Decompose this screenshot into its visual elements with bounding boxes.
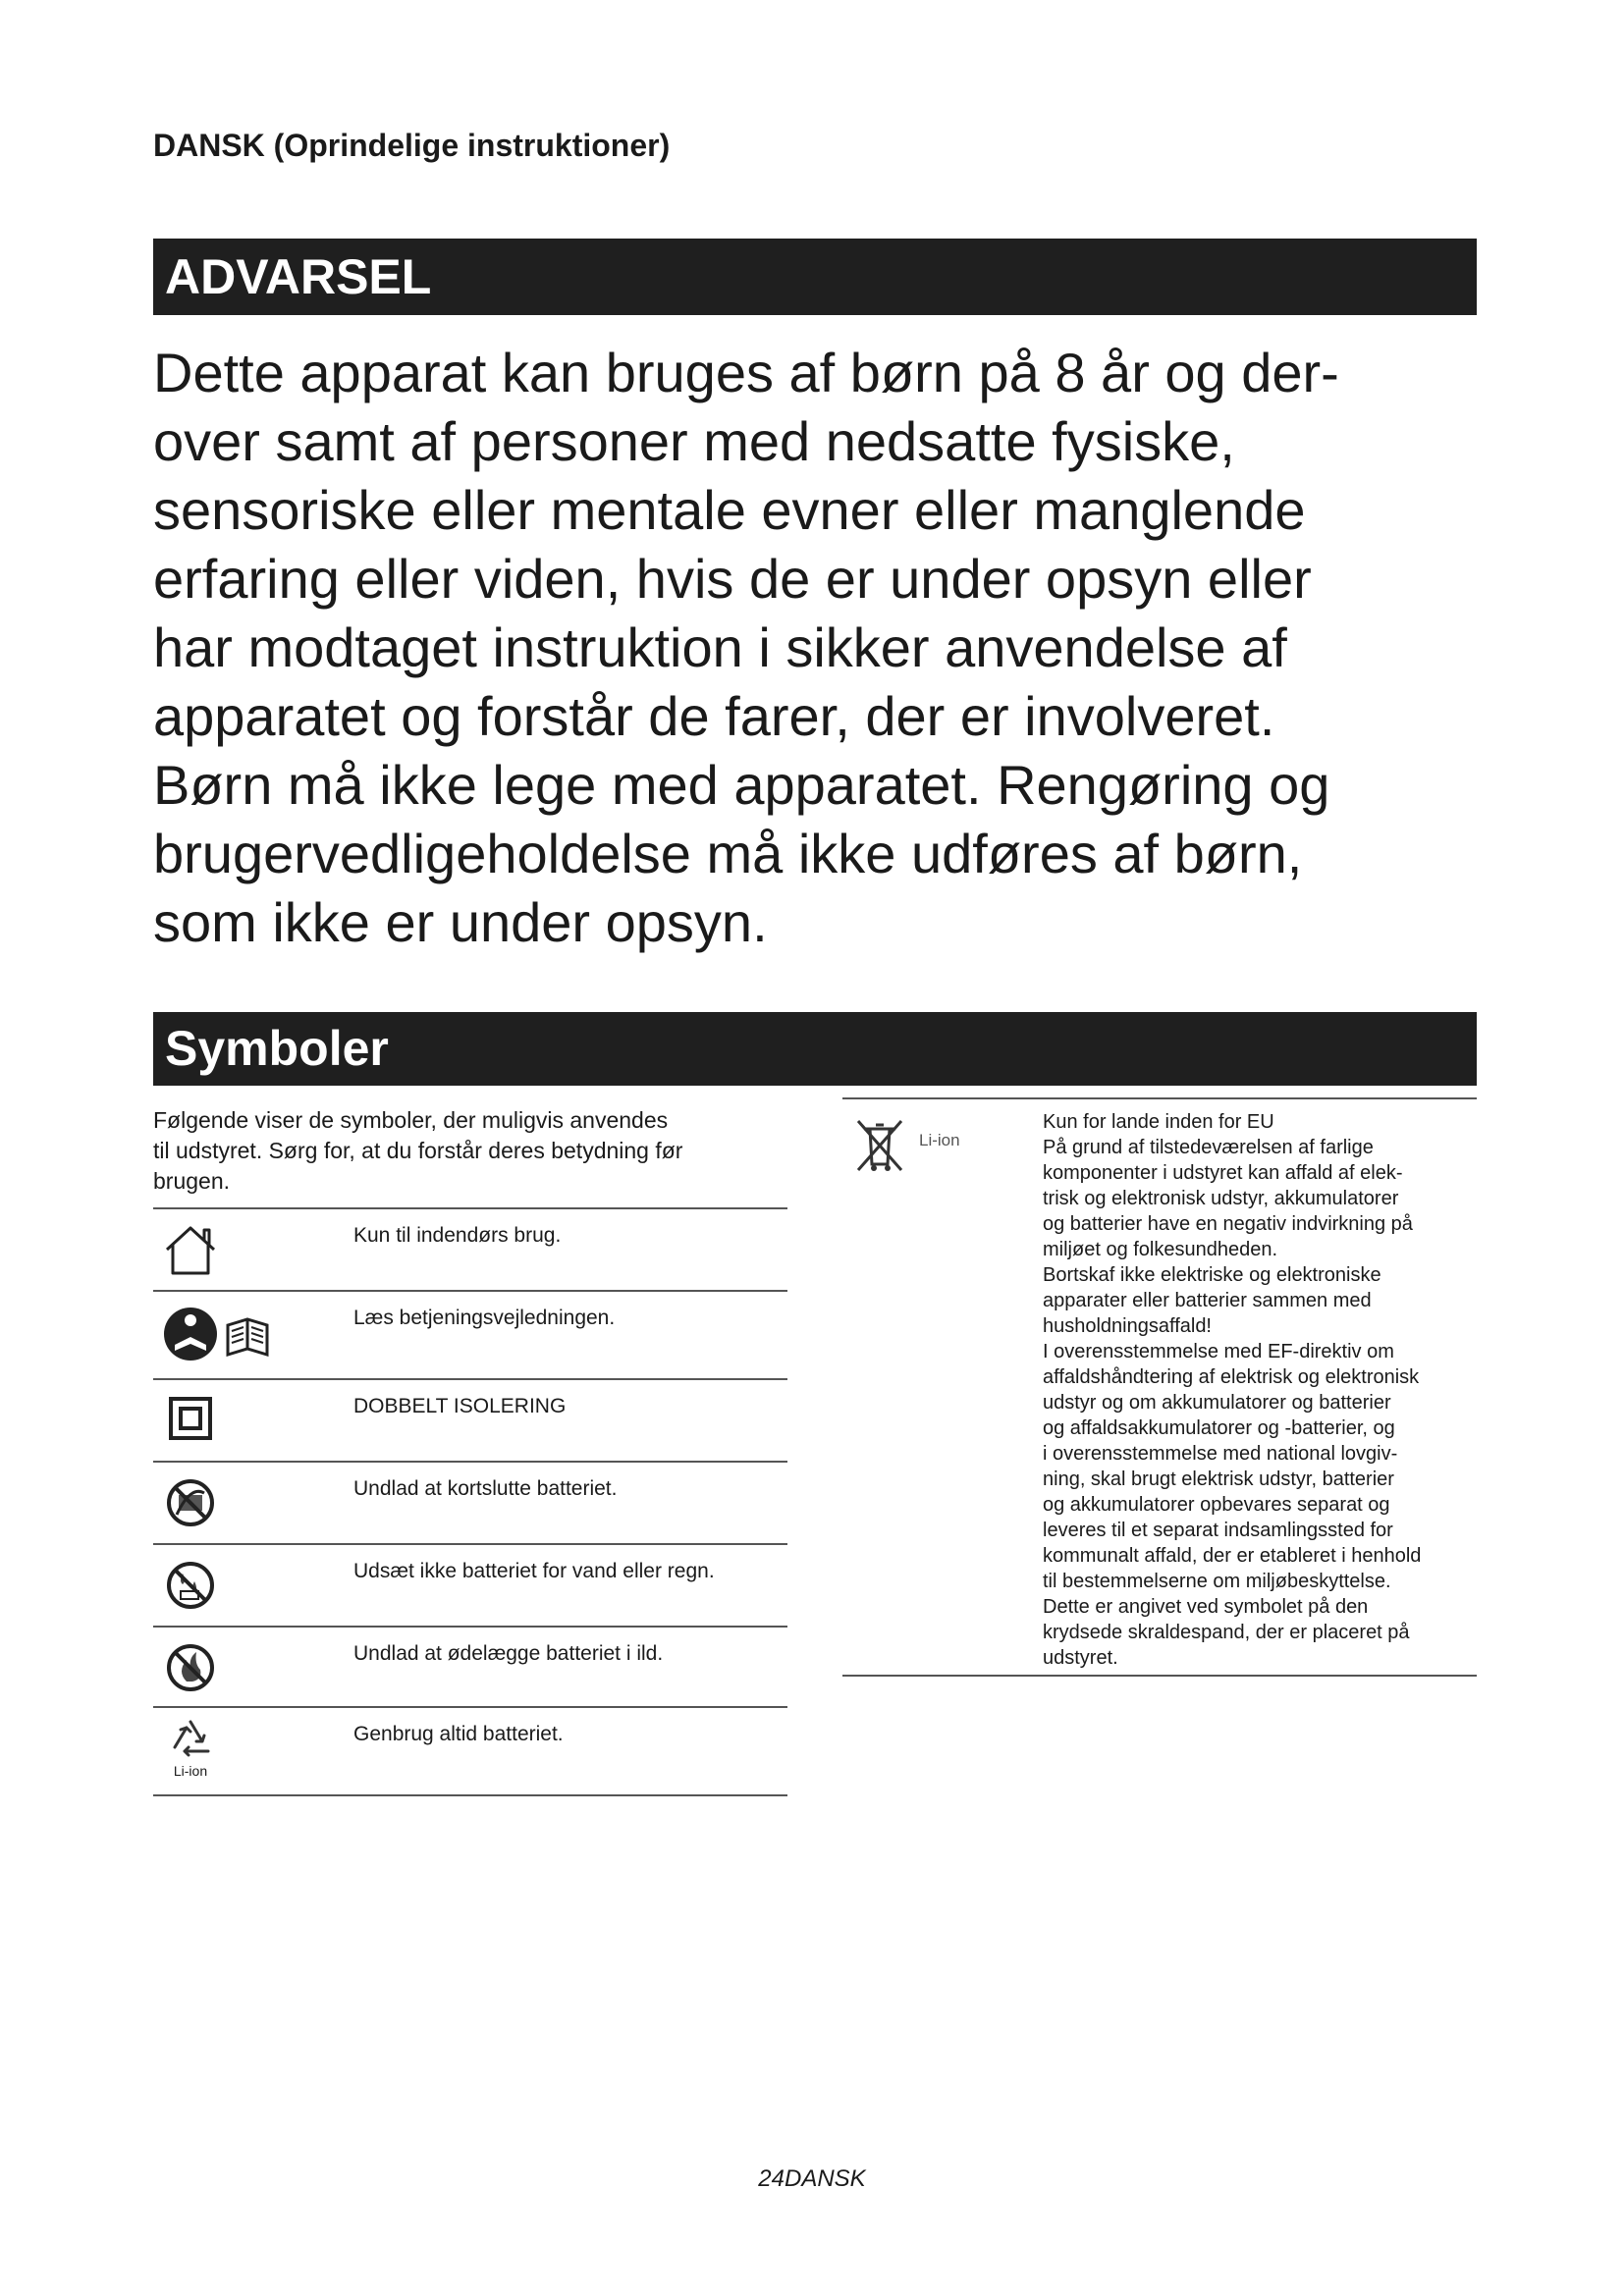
warning-line: Børn må ikke lege med apparatet. Rengøring og	[153, 754, 1330, 816]
weee-section	[842, 1097, 1477, 1677]
symbol-row	[153, 1209, 787, 1292]
warning-line: over samt af personer med nedsatte fysiske,	[153, 410, 1235, 472]
weee-line: ning, skal brugt elektrisk udstyr, batterier	[1043, 1468, 1394, 1490]
weee-line: udstyr og om akkumulatorer og batterier	[1043, 1392, 1391, 1414]
weee-line: apparater eller batterier sammen med	[1043, 1290, 1372, 1311]
symbol-description: Læs betjeningsvejledningen.	[353, 1307, 616, 1329]
symbol-row	[153, 1545, 787, 1628]
weee-line: trisk og elektronisk udstyr, akkumulatorer	[1043, 1188, 1399, 1209]
weee-line: komponenter i udstyret kan affald af elek-	[1043, 1162, 1403, 1184]
symbols-table	[153, 1207, 787, 1796]
symbol-row	[153, 1628, 787, 1708]
weee-line: krydsede skraldespand, der er placeret på	[1043, 1622, 1410, 1643]
weee-line: leveres til et separat indsamlingssted for	[1043, 1520, 1393, 1541]
house-icon	[161, 1219, 220, 1280]
weee-text	[1043, 1109, 1421, 1671]
weee-line: i overensstemmelse med national lovgiv-	[1043, 1443, 1398, 1465]
recycle-icon	[161, 1718, 220, 1779]
symbol-description: DOBBELT ISOLERING	[353, 1395, 567, 1417]
symbols-heading: Symboler	[153, 1012, 1477, 1086]
symbol-description: Kun til indendørs brug.	[353, 1224, 562, 1247]
symbol-description: Udsæt ikke batteriet for vand eller regn.	[353, 1560, 715, 1582]
intro-line: brugen.	[153, 1168, 231, 1194]
weee-line: og akkumulatorer opbevares separat og	[1043, 1494, 1390, 1516]
symbol-row	[153, 1708, 787, 1796]
weee-line: Dette er angivet ved symbolet på den	[1043, 1596, 1369, 1618]
page-footer: 24DANSK	[758, 2165, 866, 2192]
read-manual-icon	[161, 1302, 308, 1362]
symbol-row	[153, 1292, 787, 1380]
symbol-description: Undlad at kortslutte batteriet.	[353, 1477, 618, 1500]
weee-line: udstyret.	[1043, 1647, 1118, 1669]
symbol-description: Genbrug altid batteriet.	[353, 1723, 564, 1745]
symbol-row	[153, 1463, 787, 1545]
symbol-description: Undlad at ødelægge batteriet i ild.	[353, 1642, 664, 1665]
warning-line: sensoriske eller mentale evner eller manglende	[153, 479, 1306, 541]
symbol-row	[153, 1380, 787, 1463]
warning-line: har modtaget instruktion i sikker anvendelse af	[153, 616, 1287, 678]
intro-line: til udstyret. Sørg for, at du forstår deres betydning før	[153, 1138, 683, 1163]
warning-line: erfaring eller viden, hvis de er under opsyn eller	[153, 548, 1312, 610]
weee-line: kommunalt affald, der er etableret i henhold	[1043, 1545, 1422, 1567]
weee-line: I overensstemmelse med EF-direktiv om	[1043, 1341, 1394, 1362]
recycle-icon-label: Li-ion	[173, 1763, 208, 1779]
warning-text	[153, 339, 1477, 957]
no-water-icon	[161, 1555, 220, 1616]
intro-line: Følgende viser de symboler, der muligvis anvendes	[153, 1107, 669, 1133]
weee-line: miljøet og folkesundheden.	[1043, 1239, 1278, 1260]
no-short-circuit-icon	[161, 1472, 220, 1533]
weee-line: På grund af tilstedeværelsen af farlige	[1043, 1137, 1374, 1158]
warning-line: brugervedligeholdelse må ikke udføres af børn,	[153, 823, 1303, 884]
page-header: DANSK (Oprindelige instruktioner)	[153, 128, 671, 163]
crossed-bin-icon	[852, 1115, 907, 1174]
weee-line: Bortskaf ikke elektriske og elektroniske	[1043, 1264, 1381, 1286]
symbols-intro	[153, 1105, 782, 1197]
warning-line: som ikke er under opsyn.	[153, 891, 768, 953]
weee-line: og batterier have en negativ indvirkning på	[1043, 1213, 1413, 1235]
weee-line: husholdningsaffald!	[1043, 1315, 1212, 1337]
weee-line: Kun for lande inden for EU	[1043, 1111, 1274, 1133]
no-fire-icon	[161, 1637, 220, 1698]
double-insulation-icon	[161, 1390, 220, 1451]
weee-icon-label: Li-ion	[919, 1131, 960, 1149]
warning-line: apparatet og forstår de farer, der er involveret.	[153, 685, 1275, 747]
warning-heading: ADVARSEL	[153, 239, 1477, 315]
weee-line: til bestemmelserne om miljøbeskyttelse.	[1043, 1571, 1391, 1592]
weee-line: affaldshåndtering af elektrisk og elektronisk	[1043, 1366, 1420, 1388]
weee-line: og affaldsakkumulatorer og -batterier, og	[1043, 1417, 1395, 1439]
warning-line: Dette apparat kan bruges af børn på 8 år og der-	[153, 342, 1339, 403]
